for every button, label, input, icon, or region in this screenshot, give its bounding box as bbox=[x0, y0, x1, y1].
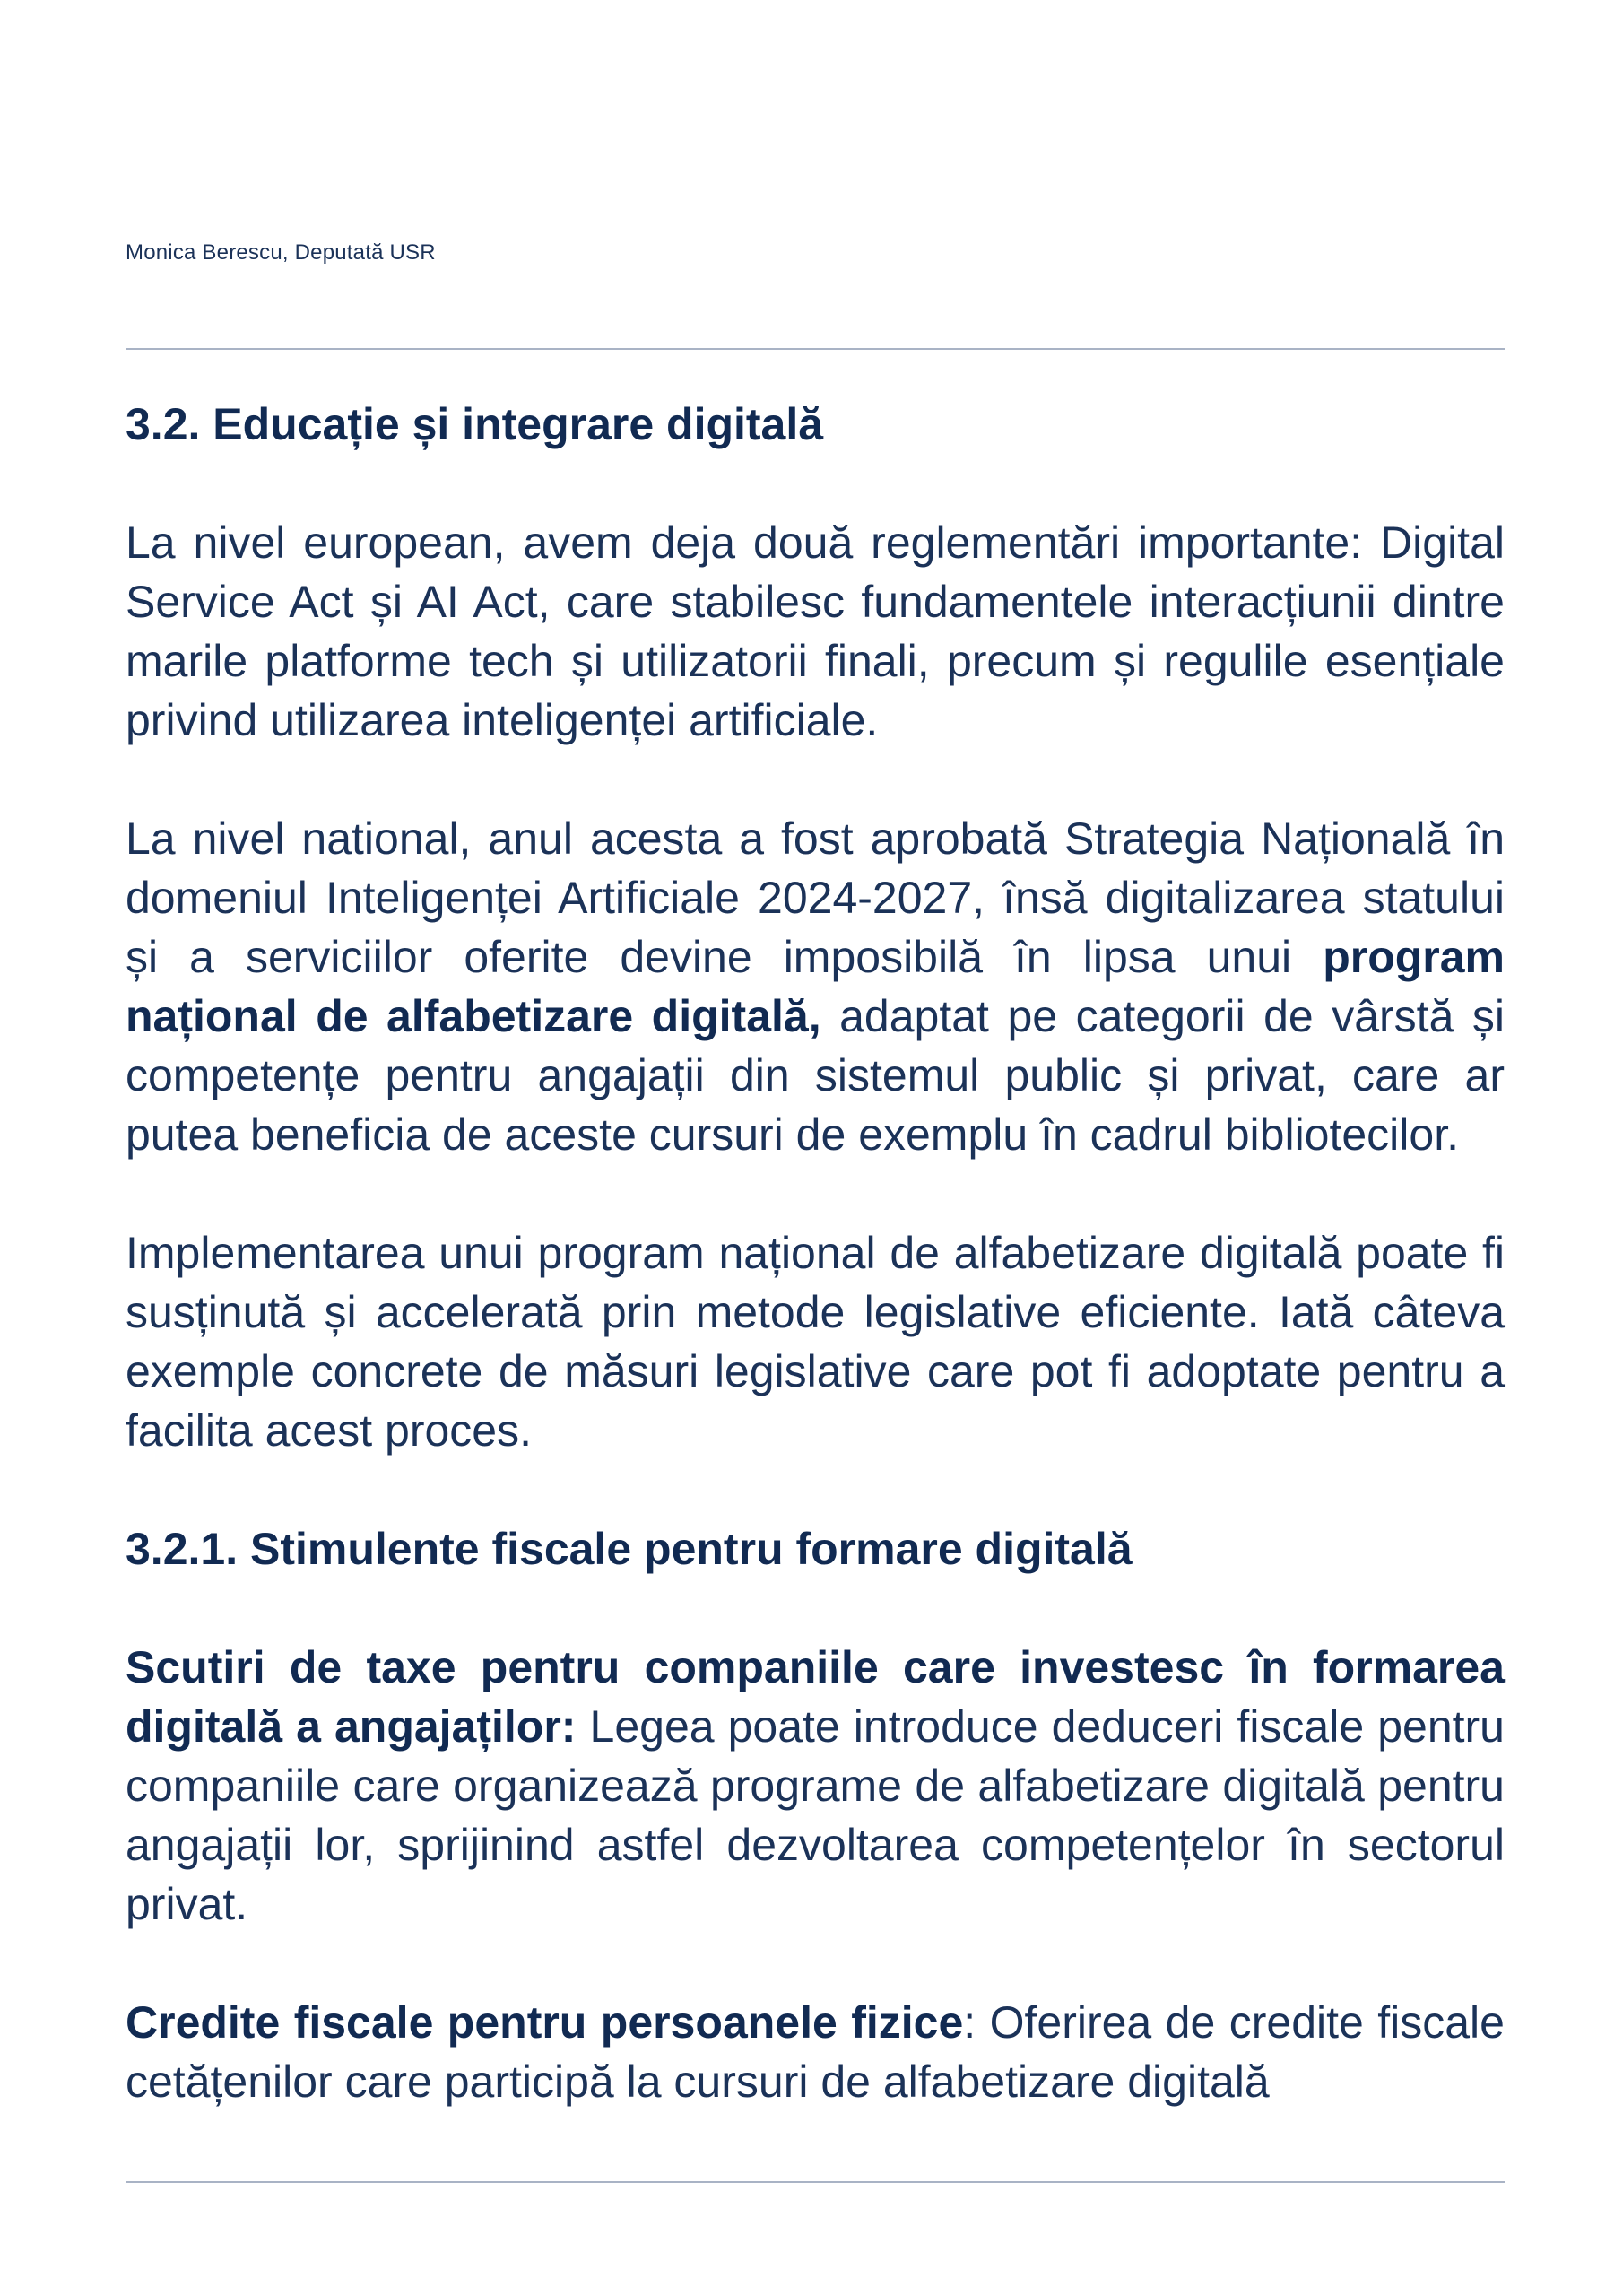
header-author: Monica Berescu, Deputată USR bbox=[126, 240, 436, 265]
page-content bbox=[126, 395, 1505, 2111]
subsection-heading: 3.2.1. Stimulente fiscale pentru formare digitală bbox=[126, 1524, 1133, 1574]
paragraph-national-strategy bbox=[126, 809, 1505, 1164]
paragraph-text: adaptat pe categorii de vârstă și competențe pentru angajații din sistemul public și privat, care ar putea beneficia de aceste cursuri de exemplu în cadrul bibliotecilor. bbox=[126, 991, 1505, 1160]
paragraph-eu-regulations: La nivel european, avem deja două reglementări importante: Digital Service Act și AI Act, care stabilesc fundamentele interacțiunii dintre marile platforme tech și utilizatorii finali, precum și regulile esențiale privind utilizarea inteligenței artificiale. bbox=[126, 517, 1505, 745]
paragraph-text: : Oferirea de credite fiscale cetățenilor care participă la cursuri de alfabetizare digitală bbox=[126, 1997, 1505, 2107]
paragraph-text: La nivel national, anul acesta a fost aprobată Strategia Națională în domeniul Inteligenței Artificiale 2024-2027, însă digitalizarea statului și a serviciilor oferite devine imposibilă în lipsa unui bbox=[126, 813, 1505, 982]
header-divider bbox=[126, 348, 1505, 350]
bold-phrase: program național de alfabetizare digitală, bbox=[126, 932, 1505, 1041]
section-heading: 3.2. Educație și integrare digitală bbox=[126, 399, 824, 449]
footer-divider bbox=[126, 2181, 1505, 2183]
bold-lead: Scutiri de taxe pentru companiile care investesc în formarea digitală a angajaților: bbox=[126, 1642, 1505, 1752]
paragraph-implementation: Implementarea unui program național de alfabetizare digitală poate fi susținută și accelerată prin metode legislative eficiente. Iată câteva exemple concrete de măsuri legislative care pot fi adoptate pentru a facilita acest proces. bbox=[126, 1228, 1505, 1456]
bold-lead: Credite fiscale pentru persoanele fizice bbox=[126, 1997, 964, 2048]
paragraph-text: Legea poate introduce deduceri fiscale pentru companiile care organizează programe de alfabetizare digitală pentru angajații lor, sprijinind astfel dezvoltarea competențelor în sectorul privat. bbox=[126, 1701, 1505, 1929]
paragraph-tax-credits bbox=[126, 1993, 1505, 2111]
paragraph-tax-exemptions bbox=[126, 1638, 1505, 1934]
